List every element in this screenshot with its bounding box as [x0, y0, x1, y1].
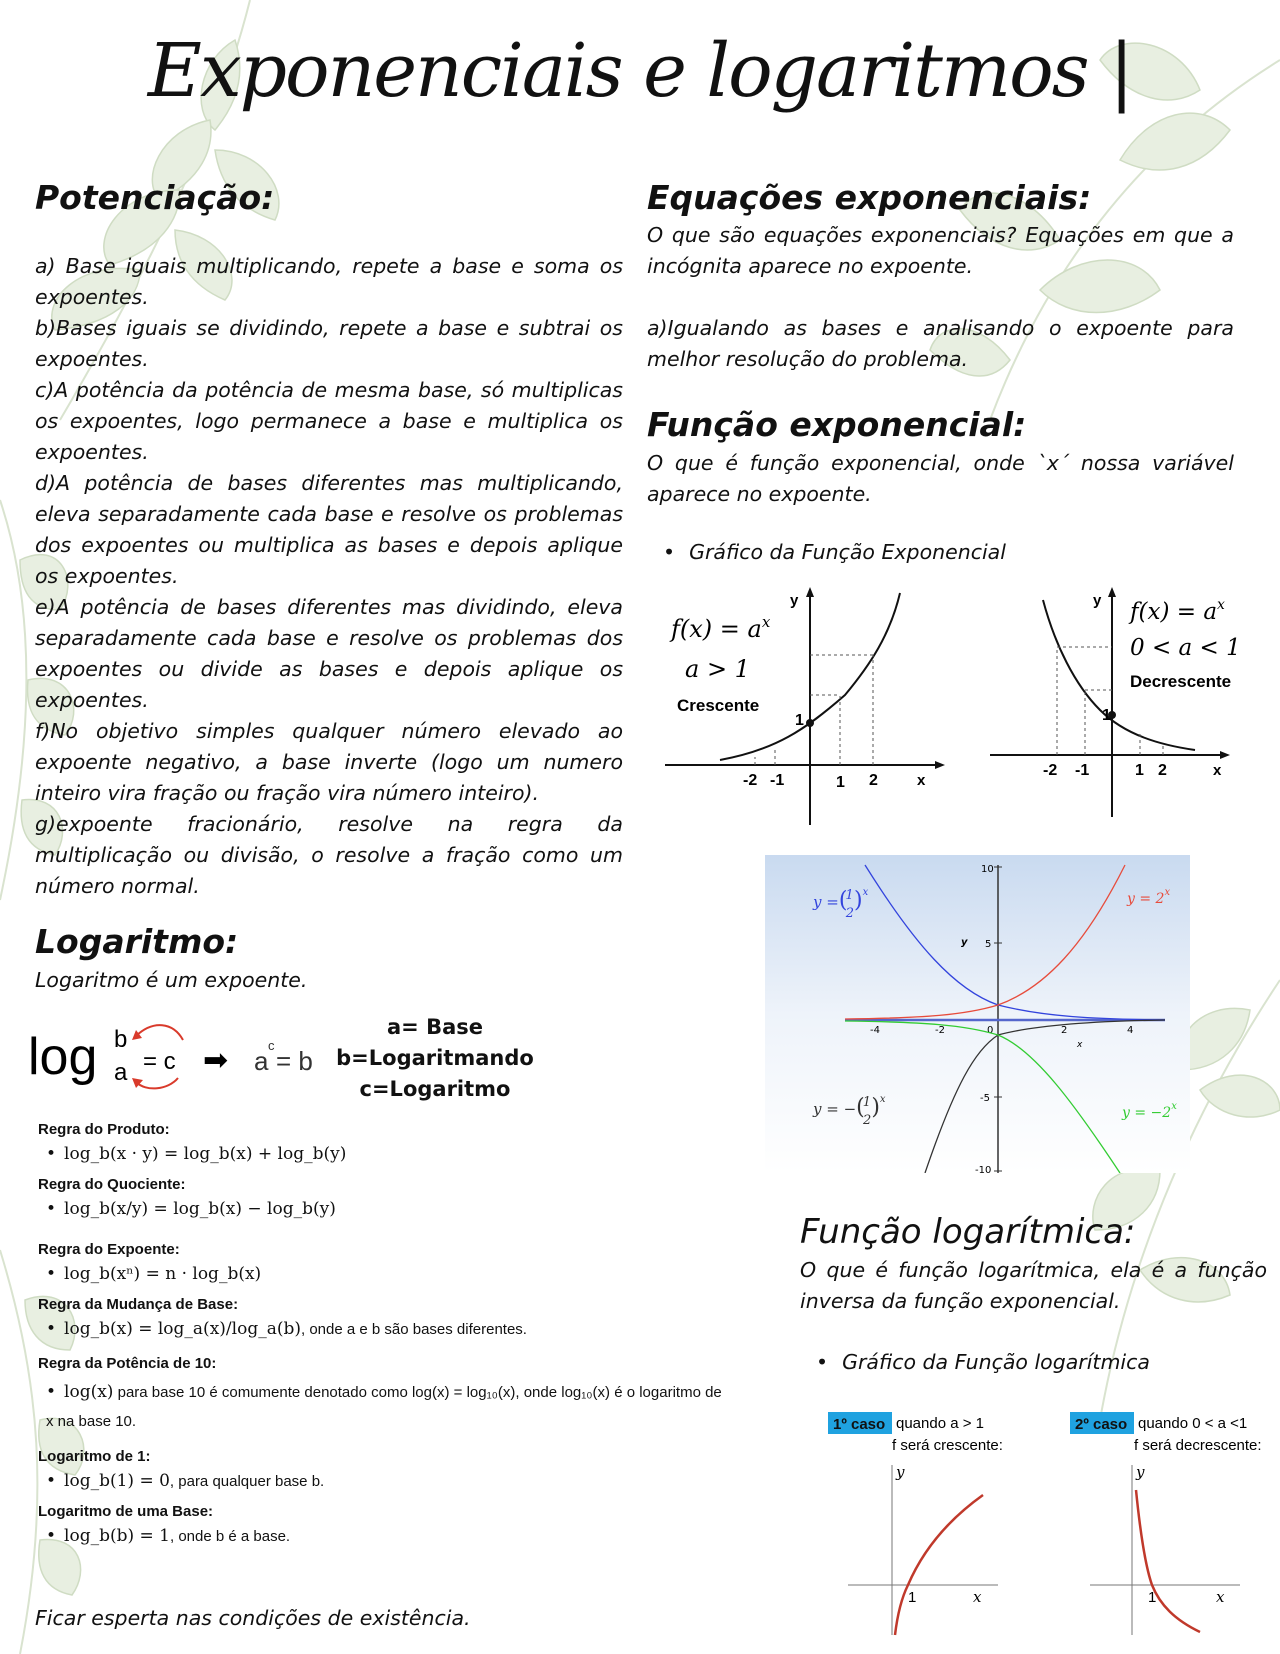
diagram-arrow-bottom: [136, 1078, 178, 1088]
g1-tick-neg2: -2: [743, 772, 758, 789]
diagram-arrow-top: [136, 1025, 183, 1040]
g3-label-neg-half-exp: x: [879, 1094, 886, 1105]
g3-x-axis-label: x: [1077, 1040, 1083, 1050]
def-base: a= Base: [387, 1015, 483, 1039]
graph-log-case1: [828, 1410, 1028, 1650]
def-logaritmo: c=Logaritmo: [359, 1077, 511, 1101]
case1-x-label: x: [973, 1588, 982, 1606]
g2-formula: [1128, 597, 1225, 625]
g3-label-half: y =(1 2)$^x$: [813, 887, 869, 921]
rule-mudanca-formula: log_b(x) = log_a(x)/log_a(b): [64, 1319, 301, 1339]
g2-condition: 0 < a < 1: [1130, 635, 1241, 661]
case1-desc: f será crescente:: [892, 1437, 1003, 1454]
page-title: Exponenciais e logaritmos |: [147, 28, 1133, 114]
potenciacao-item-c: c)A potência da potência de mesma base, só multiplicas os expoentes, logo permanece a base e multiplica os expoentes.: [35, 378, 623, 464]
potenciacao-item-e: e)A potência de bases diferentes mas dividindo, eleva separadamente cada base e resolve os problemas dos expoentes ou divide as bases e depois aplique os expoentes.: [35, 595, 623, 712]
diagram-arrow-right: ➡: [203, 1043, 229, 1078]
funcao-logaritmica-intro: O que é função logarítmica, ela é a função inversa da função exponencial.: [800, 1258, 1267, 1313]
g1-formula: [669, 613, 771, 643]
g2-formula-base: f(x) = a: [1130, 599, 1218, 625]
potenciacao-item-f: f)No objetivo simples qualquer número elevado ao expoente negativo, a base inverte (logo um numero inteiro vira fração ou fração vira número inteiro).: [35, 719, 623, 805]
g3-ytick-0: 0: [987, 1025, 994, 1036]
graph-exponential-decreasing: [985, 585, 1245, 825]
rule-log1-note: , para qualquer base b.: [169, 1473, 325, 1490]
g2-y-label: y: [1093, 592, 1102, 609]
rule-logbase: • log_b(b) = 1, onde b é a base.: [46, 1526, 291, 1546]
g1-tick-1: 1: [836, 774, 845, 791]
rule-logbase-heading: Logaritmo de uma Base:: [38, 1503, 214, 1520]
g2-x-label: x: [1213, 762, 1222, 779]
potenciacao-item-g: g)expoente fracionário, resolve na regra da multiplicação ou divisão, o resolve a fração como um número normal.: [35, 812, 623, 898]
case2-curve: [1136, 1490, 1200, 1632]
g3-ytick-10: 10: [981, 864, 994, 875]
g3-label-neg-half-text: y = −: [813, 1100, 857, 1118]
funcao-exponencial-bullet: [663, 540, 1006, 564]
g3-label-neg-two-text: y = −2: [1122, 1105, 1172, 1121]
g2-one: 1: [1102, 707, 1111, 724]
y-axis-arrow: [806, 587, 814, 597]
g2-tick-neg1: -1: [1075, 762, 1090, 779]
rule-quociente: • log_b(x/y) = log_b(x) − log_b(y): [46, 1199, 336, 1219]
rule-produto: • log_b(x · y) = log_b(x) + log_b(y): [46, 1144, 347, 1164]
potenciacao-item-b: b)Bases iguais se dividindo, repete a base e subtrai os expoentes.: [35, 316, 623, 371]
g3-label-neg-half-den: 2: [863, 1113, 872, 1128]
rule-expoente-formula: log_b(xⁿ) = n · log_b(x): [64, 1264, 262, 1284]
g3-label-neg-half-num: 1: [862, 1095, 872, 1110]
log-definition-diagram: [28, 1012, 328, 1092]
diagram-a: a: [114, 1059, 128, 1086]
potenciacao-item-a: a) Base iguais multiplicando, repete a base e soma os expoentes.: [35, 254, 623, 309]
g1-x-label: x: [917, 772, 926, 789]
diagram-c: c: [268, 1038, 275, 1053]
rule-logbase-note: , onde b é a base.: [169, 1528, 291, 1545]
logaritmo-intro: Logaritmo é um expoente.: [35, 968, 308, 992]
potenciacao-item-d: d)A potência de bases diferentes mas multiplicando, eleva separadamente cada base e resolve os problemas dos expoentes ou multiplica as bases e depois aplique os expoentes.: [35, 471, 623, 588]
g2-tick-neg2: -2: [1043, 762, 1058, 779]
rule-log1-heading: Logaritmo de 1:: [38, 1448, 151, 1465]
point-one: [806, 719, 814, 727]
equacoes-item-a: a)Igualando as bases e analisando o expoente para melhor resolução do problema.: [647, 316, 1234, 371]
diagram-log: log: [28, 1028, 98, 1086]
logaritmo-footer: Ficar esperta nas condições de existência.: [35, 1606, 471, 1630]
g2-tick-2: 2: [1158, 762, 1167, 779]
rule-potencia10-formula: log(x): [64, 1382, 114, 1402]
g3-label-two-exp: x: [1164, 887, 1171, 898]
log-definitions: [335, 1012, 535, 1105]
equacoes-heading: Equações exponenciais:: [647, 178, 1092, 217]
case1-cond: quando a > 1: [896, 1415, 985, 1432]
graph-exponential-comparison: [765, 855, 1190, 1173]
g3-xtick-neg2: -2: [935, 1025, 945, 1036]
diagram-base: a: [254, 1046, 269, 1076]
graph-exponential-increasing: [655, 585, 955, 835]
def-logaritmando: b=Logaritmando: [336, 1046, 534, 1070]
rule-log1: • log_b(1) = 0, para qualquer base b.: [46, 1471, 325, 1491]
diagram-eq-b: = b: [276, 1046, 313, 1076]
funcao-logaritmica-bullet: [816, 1350, 1150, 1374]
diagram-b: b: [114, 1026, 128, 1053]
g2-label: Decrescente: [1130, 672, 1232, 691]
funcao-exponencial-intro: O que é função exponencial, onde `x´ nossa variável aparece no expoente.: [647, 451, 1234, 506]
g3-label-two-text: y = 2: [1127, 891, 1165, 907]
equacoes-intro: O que são equações exponenciais? Equações em que a incógnita aparece no expoente.: [647, 223, 1234, 278]
rule-mudanca: • log_b(x) = log_a(x)/log_a(b), onde a e b são bases diferentes.: [46, 1319, 527, 1339]
case1-y-label: y: [896, 1463, 905, 1481]
diagram-eq-c: = c: [143, 1048, 176, 1075]
g3-y-axis-label: y: [961, 937, 968, 948]
rule-potencia10: • log(x) para base 10 é comumente denotado como log(x) = log₁₀(x), onde log₁₀(x) é o logaritmo de x na base 10.: [46, 1382, 722, 1430]
g3-label-half-text: y =: [813, 893, 839, 911]
rule-mudanca-note: , onde a e b são bases diferentes.: [300, 1321, 527, 1338]
g3-xtick-2: 2: [1061, 1025, 1068, 1036]
rule-expoente: • log_b(xⁿ) = n · log_b(x): [46, 1264, 262, 1284]
case2-y-label: y: [1136, 1463, 1145, 1481]
funcao-exponencial-heading: Função exponencial:: [647, 405, 1027, 444]
rule-potencia10-heading: Regra da Potência de 10:: [38, 1355, 217, 1372]
rule-produto-formula: log_b(x · y) = log_b(x) + log_b(y): [64, 1144, 347, 1164]
x-axis-arrow: [935, 761, 945, 769]
x-axis-arrow: [1220, 751, 1230, 759]
g1-y-label: y: [790, 592, 799, 609]
rule-logbase-formula: log_b(b) = 1: [64, 1526, 170, 1546]
g3-label-half-num: 1: [845, 888, 854, 903]
rule-log1-formula: log_b(1) = 0: [64, 1471, 170, 1491]
case1-badge-text: 1º caso: [833, 1416, 886, 1433]
funcao-logaritmica-bullet-text: Gráfico da Função logarítmica: [842, 1350, 1150, 1374]
g3-label-half-den: 2: [845, 906, 854, 921]
g3-xtick-neg4: -4: [870, 1025, 880, 1036]
rule-mudanca-heading: Regra da Mudança de Base:: [38, 1296, 239, 1313]
g1-one: 1: [795, 712, 804, 729]
g1-tick-neg1: -1: [770, 772, 785, 789]
case2-desc: f será decrescente:: [1134, 1437, 1262, 1454]
g3-label-neg-half: y = −(1 2)$^x$: [813, 1094, 886, 1128]
g2-tick-1: 1: [1135, 762, 1144, 779]
case2-badge-text: 2º caso: [1075, 1416, 1128, 1433]
case2-cond: quando 0 < a <1: [1138, 1415, 1248, 1432]
g1-tick-2: 2: [869, 772, 878, 789]
y-axis-arrow: [1108, 587, 1116, 597]
case1-curve: [895, 1495, 983, 1635]
g3-ytick-neg10: -10: [975, 1165, 992, 1173]
funcao-logaritmica-heading: Função logarítmica:: [800, 1212, 1136, 1252]
potenciacao-heading: Potenciação:: [35, 178, 275, 217]
rule-produto-heading: Regra do Produto:: [38, 1121, 170, 1138]
potenciacao-list: [35, 251, 623, 902]
g1-condition: a > 1: [685, 655, 750, 683]
logaritmo-heading: Logaritmo:: [35, 922, 239, 961]
g1-formula-exp: x: [761, 613, 771, 631]
g3-ytick-neg5: -5: [980, 1093, 990, 1104]
funcao-exponencial-bullet-text: Gráfico da Função Exponencial: [689, 540, 1006, 564]
graph-log-case2: [1070, 1410, 1280, 1650]
rule-quociente-formula: log_b(x/y) = log_b(x) − log_b(y): [64, 1199, 336, 1219]
rule-potencia10-note: para base 10 é comumente denotado como log(x) = log₁₀(x), onde log₁₀(x) é o logaritmo de x na base 10.: [46, 1384, 722, 1430]
g3-label-half-exp: x: [862, 887, 869, 898]
g1-label: Crescente: [677, 696, 760, 715]
rule-expoente-heading: Regra do Expoente:: [38, 1241, 180, 1258]
rule-quociente-heading: Regra do Quociente:: [38, 1176, 186, 1193]
g3-ytick-5: 5: [985, 939, 992, 950]
log-rules: [38, 1113, 728, 1546]
case2-one: 1: [1148, 1589, 1157, 1606]
case1-one: 1: [908, 1589, 917, 1606]
g3-xtick-4: 4: [1127, 1025, 1134, 1036]
g2-formula-exp: x: [1217, 597, 1225, 613]
guide-lines: [755, 655, 873, 765]
case2-x-label: x: [1216, 1588, 1225, 1606]
g3-label-neg-two-exp: x: [1171, 1101, 1177, 1112]
g1-formula-base: f(x) = a: [671, 615, 762, 643]
